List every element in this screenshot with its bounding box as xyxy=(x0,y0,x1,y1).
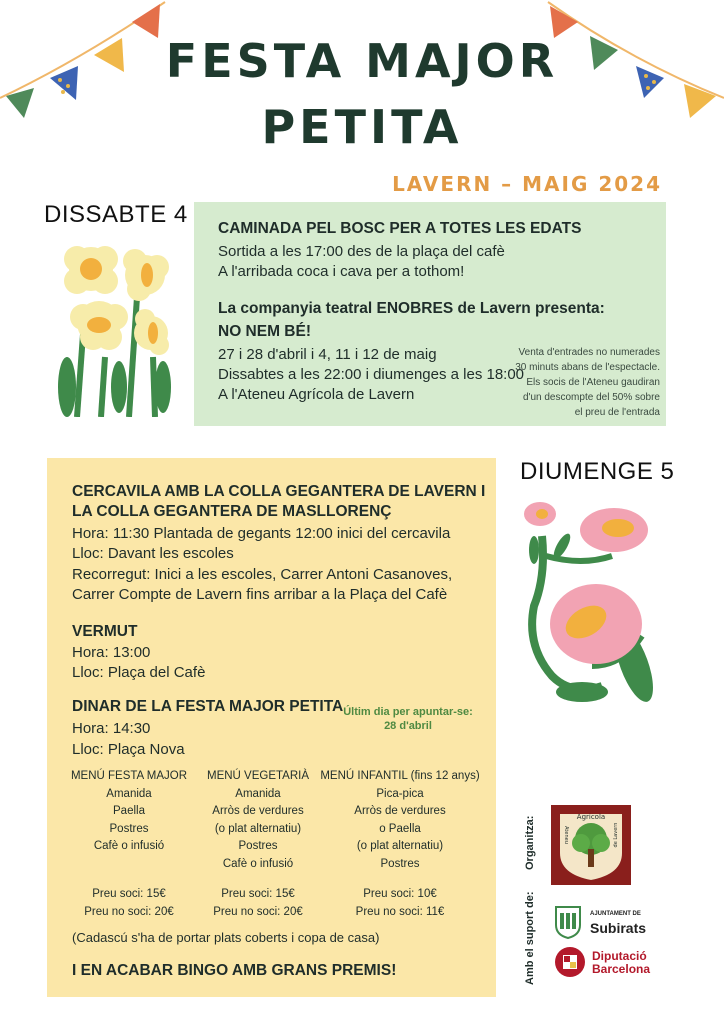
theatre-company: ENOBRES xyxy=(376,300,454,317)
yellow-flowers-illustration xyxy=(55,237,173,417)
menu-item: (o plat alternatiu) xyxy=(356,840,444,852)
ticket-note-line: 30 minuts abans de l'espectacle. xyxy=(515,362,660,373)
ateneu-logo-left: Ateneu xyxy=(563,826,569,844)
menu-item: Arròs de verdures xyxy=(354,805,446,817)
theatre-times: Dissabtes a les 22:00 i diumenges a les 18:00 xyxy=(218,366,525,383)
menu-item: Postres xyxy=(109,822,149,835)
parade-route-line-1: Recorregut: Inici a les escoles, Carrer Antoni Casanoves, xyxy=(72,566,453,583)
dinner-time: Hora: 14:30 xyxy=(72,720,151,737)
ateneu-agricola-logo xyxy=(551,805,631,885)
diputacio-text-2: Barcelona xyxy=(592,962,651,976)
parade-route-line-2: Carrer Compte de Lavern fins arribar a la Plaça del Cafè xyxy=(72,586,448,603)
parade-title-line-2: LA COLLA GEGANTERA DE MASLLORENÇ xyxy=(72,503,392,520)
menu-festa-major-prices xyxy=(66,886,192,921)
theatre-place: A l'Ateneu Agrícola de Lavern xyxy=(218,386,415,403)
vermut-time: Hora: 13:00 xyxy=(72,644,151,661)
ateneu-logo-word: Agricola xyxy=(576,813,606,821)
menu-item: Cafè o infusió xyxy=(93,840,165,852)
ateneu-logo-right: de Lavern xyxy=(613,822,619,848)
parade-title-line-1: CERCAVILA AMB LA COLLA GEGANTERA DE LAVERN I xyxy=(72,483,486,500)
subirats-shield-icon xyxy=(554,905,582,939)
pink-flowers-illustration xyxy=(522,496,654,706)
bring-cutlery-note: (Cadascú s'ha de portar plats coberts i copa de casa) xyxy=(72,930,380,945)
menu-item: o Paella xyxy=(379,822,421,835)
signup-deadline-line-1: Últim dia per apuntar-se: xyxy=(343,706,473,718)
menu-item: Cafè o infusió xyxy=(222,857,294,870)
menu-infantil-prices xyxy=(320,886,480,921)
menu-item: Postres xyxy=(380,857,420,870)
poster-title-line-1: FESTA MAJOR xyxy=(165,34,559,88)
subirats-big-text: Subirats xyxy=(590,920,647,936)
vermut-title: VERMUT xyxy=(72,623,138,640)
ticket-note-line: d'un descompte del 50% sobre xyxy=(523,392,660,403)
menu-vegetaria-prices xyxy=(198,886,318,921)
poster-title-line-2: PETITA xyxy=(261,100,463,154)
price-nonmember: Preu no soci: 11€ xyxy=(355,905,445,918)
theatre-play-title: NO NEM BÉ! xyxy=(218,323,311,340)
bingo-announcement: I EN ACABAR BINGO AMB GRANS PREMIS! xyxy=(72,962,397,979)
signup-deadline-line-2: 28 d'abril xyxy=(384,720,432,732)
poster-subtitle: LAVERN – MAIG 2024 xyxy=(392,172,662,196)
theatre-intro-a: La companyia teatral xyxy=(218,300,377,317)
menu-infantil xyxy=(320,768,480,873)
price-member: Preu soci: 10€ xyxy=(363,888,437,900)
menu-title: MENÚ INFANTIL (fins 12 anys) xyxy=(320,770,480,782)
vermut-place: Lloc: Plaça del Cafè xyxy=(72,664,206,681)
parade-place: Lloc: Davant les escoles xyxy=(72,545,234,562)
price-member: Preu soci: 15€ xyxy=(92,888,166,900)
support-label: Amb el suport de: xyxy=(524,891,536,985)
menu-festa-major xyxy=(66,768,192,856)
organiza-label: Organitza: xyxy=(524,815,536,870)
walk-departure: Sortida a les 17:00 des de la plaça del cafè xyxy=(218,243,505,260)
diputacio-text-1: Diputació xyxy=(592,949,647,963)
price-nonmember: Preu no soci: 20€ xyxy=(213,905,303,918)
diputacio-barcelona-logo xyxy=(554,946,664,980)
parade-time: Hora: 11:30 Plantada de gegants 12:00 inici del cercavila xyxy=(72,525,451,542)
menu-item: (o plat alternatiu) xyxy=(214,822,302,835)
price-nonmember: Preu no soci: 20€ xyxy=(84,905,174,918)
ticket-note-line: Els socis de l'Ateneu gaudiran xyxy=(526,377,660,388)
diputacio-seal-icon xyxy=(554,946,586,978)
menu-title: MENÚ FESTA MAJOR xyxy=(70,770,188,782)
price-member: Preu soci: 15€ xyxy=(221,888,295,900)
menu-title: MENÚ VEGETARIÀ xyxy=(206,770,310,782)
ticket-note-line: el preu de l'entrada xyxy=(574,407,660,418)
signup-deadline xyxy=(340,705,476,733)
subirats-small-text: AJUNTAMENT DE xyxy=(590,911,641,917)
theatre-dates: 27 i 28 d'abril i 4, 11 i 12 de maig xyxy=(218,346,437,363)
ticket-note xyxy=(515,345,660,420)
walk-title: CAMINADA PEL BOSC PER A TOTES LES EDATS xyxy=(218,220,582,237)
menu-item: Amanida xyxy=(235,787,281,800)
theatre-intro xyxy=(218,300,605,318)
dinner-title: DINAR DE LA FESTA MAJOR PETITA xyxy=(72,698,344,715)
menu-item: Amanida xyxy=(106,787,152,800)
menu-vegetaria xyxy=(198,768,318,873)
menu-item: Postres xyxy=(238,840,278,852)
ticket-note-line: Venta d'entrades no numerades xyxy=(518,347,660,358)
menu-item: Paella xyxy=(113,805,145,817)
subirats-logo xyxy=(554,905,664,939)
dinner-place: Lloc: Plaça Nova xyxy=(72,741,185,758)
theatre-intro-b: de Lavern presenta: xyxy=(453,300,605,317)
walk-arrival: A l'arribada coca i cava per a tothom! xyxy=(218,263,465,280)
menu-item: Pica-pica xyxy=(376,787,424,800)
saturday-heading: DISSABTE 4 xyxy=(44,201,188,228)
sunday-heading: DIUMENGE 5 xyxy=(520,458,675,485)
menu-item: Arròs de verdures xyxy=(212,805,304,817)
